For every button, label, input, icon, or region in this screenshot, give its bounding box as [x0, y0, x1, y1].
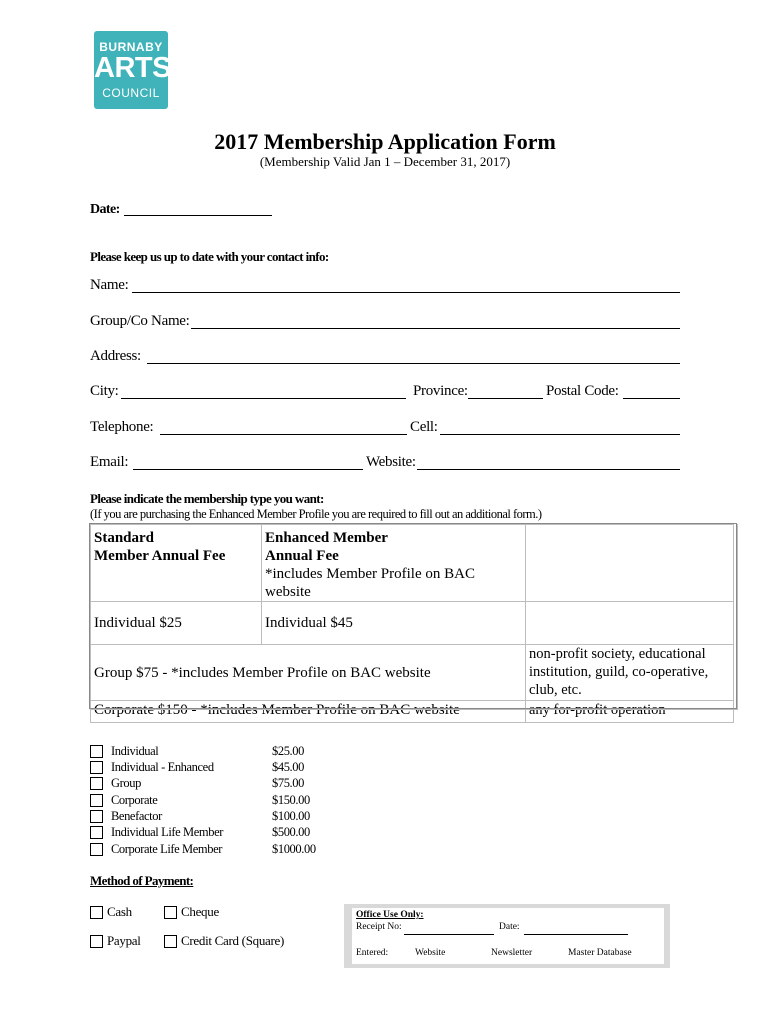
- individual-standard-fee: Individual $25: [91, 602, 262, 645]
- option-price: $25.00: [272, 744, 304, 758]
- membership-note: (If you are purchasing the Enhanced Member Profile you are required to fill out an additional form.): [90, 507, 542, 521]
- checkbox[interactable]: [90, 794, 103, 807]
- receipt-label: Receipt No:: [356, 922, 402, 932]
- office-use-heading: Office Use Only:: [356, 910, 424, 920]
- logo-line-2: ARTS: [94, 52, 171, 84]
- table-cell-empty: [526, 602, 734, 645]
- payment-label: Cheque: [181, 904, 219, 919]
- membership-fee-table: [90, 524, 734, 723]
- group-name-field[interactable]: [191, 328, 680, 329]
- checkbox[interactable]: [90, 761, 103, 774]
- payment-label: Cash: [107, 904, 132, 919]
- website-entry: Website: [415, 948, 446, 958]
- payment-option-cash[interactable]: [90, 904, 160, 920]
- checkbox[interactable]: [90, 810, 103, 823]
- individual-enhanced-fee: Individual $45: [262, 602, 526, 645]
- checkbox[interactable]: [90, 745, 103, 758]
- date-label: Date:: [90, 202, 120, 217]
- corporate-description: any for-profit operation: [526, 701, 734, 723]
- office-use-inner: [352, 908, 664, 964]
- enhanced-fee-header: [262, 525, 526, 602]
- standard-header-line-1: Standard: [94, 530, 155, 546]
- checkbox[interactable]: [90, 906, 103, 919]
- standard-fee-header: [91, 525, 262, 602]
- office-use-box: [344, 904, 670, 968]
- logo-line-1: BURNABY: [99, 40, 163, 54]
- payment-label: Credit Card (Square): [181, 933, 285, 948]
- option-price: $100.00: [272, 809, 310, 823]
- standard-header-line-2: Member Annual Fee: [94, 548, 226, 564]
- checkbox[interactable]: [164, 906, 177, 919]
- table-row: [91, 602, 734, 645]
- city-field[interactable]: [121, 398, 406, 399]
- newsletter-entry: Newsletter: [491, 948, 533, 958]
- address-field[interactable]: [147, 363, 680, 364]
- telephone-field[interactable]: [160, 434, 407, 435]
- form-subtitle: (Membership Valid Jan 1 – December 31, 2017): [259, 154, 511, 169]
- option-label: Corporate: [111, 793, 158, 807]
- address-label: Address:: [90, 348, 141, 364]
- membership-heading: Please indicate the membership type you want:: [90, 491, 324, 506]
- city-label: City:: [90, 383, 119, 399]
- name-field[interactable]: [132, 292, 680, 293]
- cell-label: Cell:: [410, 419, 438, 435]
- table-row: [91, 525, 734, 602]
- payment-option-cheque[interactable]: [164, 904, 244, 920]
- telephone-label: Telephone:: [90, 419, 154, 435]
- contact-heading: Please keep us up to date with your contact info:: [90, 249, 329, 264]
- office-date-label: Date:: [499, 922, 520, 932]
- postal-code-label: Postal Code:: [546, 383, 619, 399]
- email-field[interactable]: [133, 469, 363, 470]
- option-price: $1000.00: [272, 842, 316, 856]
- group-description: non-profit society, educational institution, guild, co-operative, club, etc.: [526, 645, 734, 701]
- option-price: $500.00: [272, 825, 310, 839]
- option-price: $45.00: [272, 760, 304, 774]
- option-label: Benefactor: [111, 809, 162, 823]
- province-field[interactable]: [468, 398, 543, 399]
- email-label: Email:: [90, 454, 129, 470]
- corporate-fee: Corporate $150 - *includes Member Profile on BAC website: [91, 701, 526, 723]
- option-label: Individual: [111, 744, 159, 758]
- entered-label: Entered:: [356, 948, 389, 958]
- payment-option-credit-card[interactable]: [164, 933, 314, 949]
- option-label: Corporate Life Member: [111, 842, 222, 856]
- payment-option-paypal[interactable]: [90, 933, 160, 949]
- option-label: Group: [111, 776, 141, 790]
- cell-field[interactable]: [440, 434, 680, 435]
- logo-line-3: COUNCIL: [102, 86, 160, 100]
- master-database-entry: Master Database: [568, 948, 632, 958]
- burnaby-arts-council-logo: [94, 31, 171, 109]
- group-name-label: Group/Co Name:: [90, 313, 190, 329]
- receipt-field[interactable]: [404, 934, 494, 935]
- option-price: $75.00: [272, 776, 304, 790]
- checkbox[interactable]: [90, 826, 103, 839]
- date-field[interactable]: [124, 215, 272, 216]
- group-fee: Group $75 - *includes Member Profile on BAC website: [91, 645, 526, 701]
- enhanced-header-line-3: *includes Member Profile on BAC website: [265, 566, 475, 600]
- website-label: Website:: [366, 454, 416, 470]
- table-row: [91, 645, 734, 701]
- name-label: Name:: [90, 277, 129, 293]
- checkbox[interactable]: [90, 843, 103, 856]
- province-label: Province:: [413, 383, 468, 399]
- option-price: $150.00: [272, 793, 310, 807]
- payment-heading: Method of Payment:: [90, 873, 194, 888]
- website-field[interactable]: [417, 469, 680, 470]
- postal-code-field[interactable]: [623, 398, 680, 399]
- checkbox[interactable]: [90, 935, 103, 948]
- office-date-field[interactable]: [524, 934, 628, 935]
- enhanced-header-line-2: Annual Fee: [265, 548, 339, 564]
- enhanced-header-line-1: Enhanced Member: [265, 530, 388, 546]
- option-label: Individual Life Member: [111, 825, 223, 839]
- checkbox[interactable]: [164, 935, 177, 948]
- option-label: Individual - Enhanced: [111, 760, 214, 774]
- table-cell-empty: [526, 525, 734, 602]
- payment-label: Paypal: [107, 933, 141, 948]
- table-row: [91, 701, 734, 723]
- form-title: 2017 Membership Application Form: [214, 129, 556, 154]
- checkbox[interactable]: [90, 777, 103, 790]
